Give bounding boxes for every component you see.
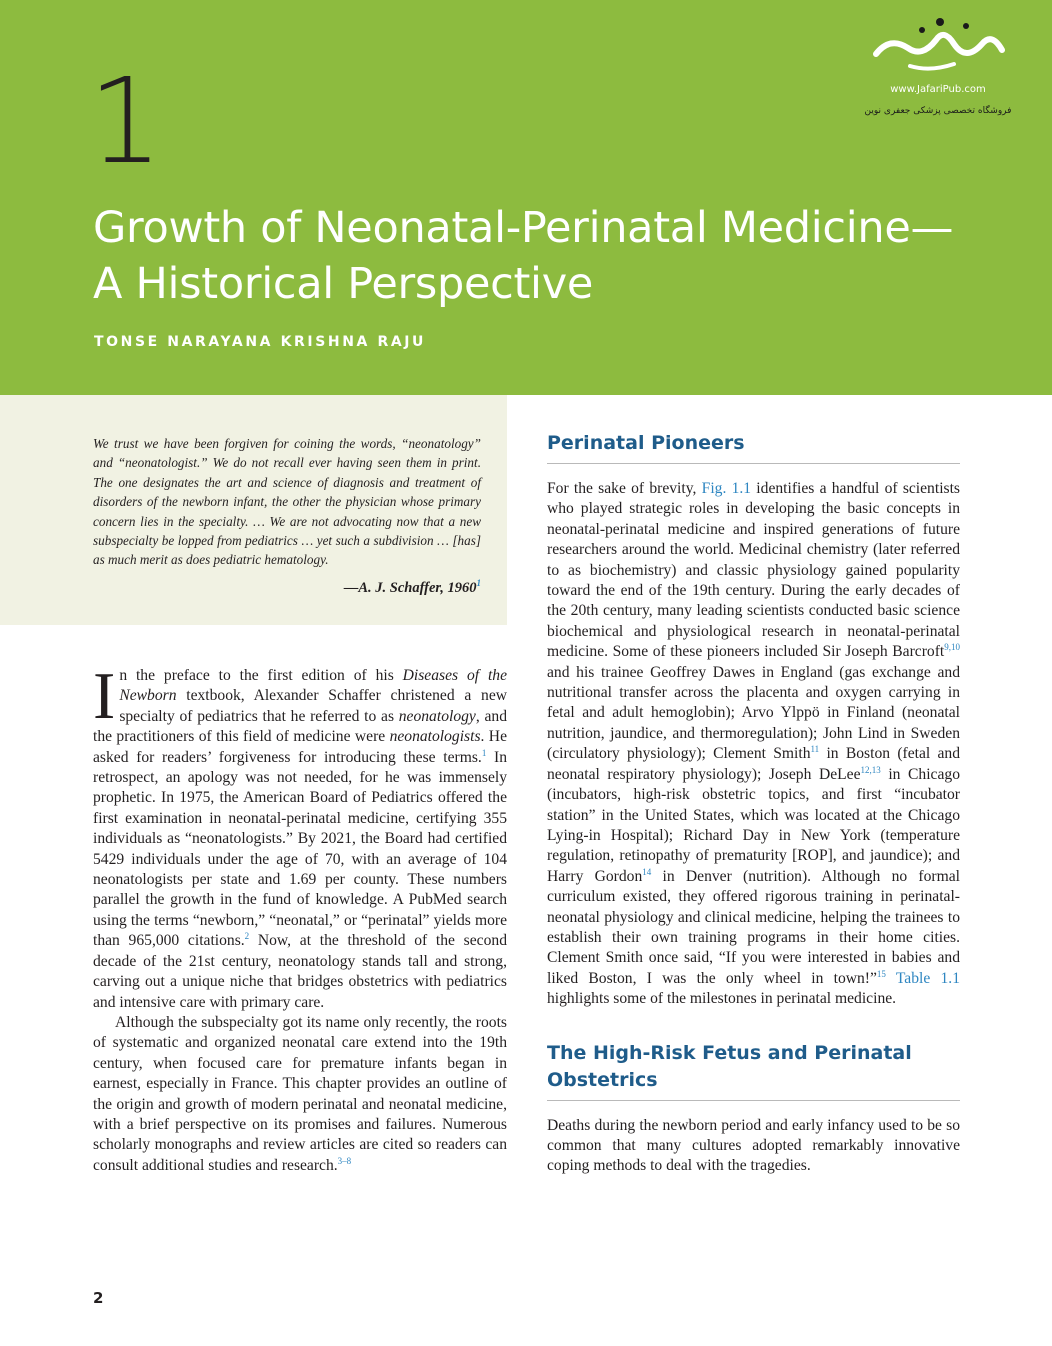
text-run: in Chicago (incubators, high-risk obstetric topics, and first “incubator station” in the United States, which was located at the Chicago Lying-in Hospital); Richard Day in New York (temperature regulation, retinopathy of prematurity [ROP], and jaundice); and Harry Gordon: [547, 765, 960, 885]
table-link[interactable]: Table 1.1: [895, 969, 960, 987]
section-paragraph: Deaths during the newborn period and early infancy used to be so common that many cultures adopted remarkably innovative coping methods to deal with the tragedies.: [547, 1116, 960, 1175]
drop-cap: I: [93, 659, 116, 733]
figure-link[interactable]: Fig. 1.1: [701, 480, 752, 497]
text-run: In retrospect, an apology was not needed, for he was immensely prophetic. In 1975, the American Board of Pediatrics offered the first examination in neonatal-perinatal medicine, certifying 355 individuals as “neonatologists.” By 2021, the Board had certified 5429 individuals under the age of 70, with an average of 104 neonatologists per state and 1.69 per county. These numbers parallel the growth in the fund of knowledge. A PubMed search using the terms “newborn,” “neonatal,” or “perinatal” yields more than 965,000 citations.: [93, 748, 507, 950]
epigraph-ref-link[interactable]: 1: [476, 578, 481, 589]
ref-link[interactable]: 14: [642, 866, 652, 877]
right-column: [547, 430, 960, 1177]
text-run: , and the practitioners of this field of medicine were: [93, 707, 507, 746]
ref-link[interactable]: 9,10: [944, 642, 960, 653]
text-run: highlights some of the milestones in perinatal medicine.: [547, 990, 897, 1008]
section-heading-high-risk-fetus: The High-Risk Fetus and Perinatal Obstetrics: [547, 1040, 960, 1101]
chapter-number: 1: [88, 52, 164, 190]
section-paragraph: [547, 479, 960, 1010]
chapter-author: TONSE NARAYANA KRISHNA RAJU: [94, 334, 427, 350]
book-title: Diseases of the Newborn: [119, 667, 507, 705]
chapter-title: Growth of Neonatal-Perinatal Medicine—A Historical Perspective: [93, 203, 954, 309]
ref-link[interactable]: 2: [244, 931, 250, 942]
ref-link[interactable]: 3–8: [337, 1155, 352, 1166]
second-paragraph: [93, 1013, 507, 1176]
chapter-header-band: [0, 0, 1052, 395]
epigraph-attribution: [93, 580, 481, 597]
intro-paragraph: [93, 659, 507, 1013]
text-run: . He asked for readers’ forgiveness for introducing these terms.: [93, 728, 507, 766]
text-run: in Denver (nutrition). Although no formal curriculum existed, they offered rigorous training in perinatal-neonatal physiology and clinical medicine, helping the trainees to establish their own training programs in their home cities. Clement Smith once said, “If you were interested in babies and liked Boston, I was the only wheel in town!”: [547, 867, 960, 987]
ref-link[interactable]: 11: [810, 744, 820, 755]
text-run: and his trainee Geoffrey Dawes in England (gas exchange and nutritional transfer across the placenta and oxygen carrying in fetal and adult hemoglobin); Arvo Ylppö in Finland (neonatal nutrition, jaundice, and thermoregulation); John Lind in Sweden (circulatory physiology); Clement Smith: [547, 663, 960, 763]
text-run: n the preface to the first edition of his: [119, 667, 403, 684]
text-run: identifies a handful of scientists who played strategic roles in developing the basic concepts in neonatal-perinatal medicine and inspired generations of future researchers around the world. Medicinal chemistry (later referred to as biochemistry) and classic physiology gained popularity toward the end of the 19th century. During the early decades of the 20th century, many leading scientists conducted basic science biochemical and physiological research in neonatal-perinatal medicine. Some of these pioneers included Sir Joseph Barcroft: [547, 480, 960, 661]
publisher-url[interactable]: www.JafariPub.com: [890, 84, 986, 95]
publisher-logo[interactable]: [858, 14, 1028, 126]
term-neonatologists: neonatologists: [389, 728, 481, 746]
ref-link[interactable]: 15: [876, 968, 886, 979]
text-run: textbook, Alexander Schaffer christened a new specialty of pediatrics that he referred to as: [119, 687, 507, 725]
ref-link[interactable]: 1: [481, 747, 487, 758]
page-number: 2: [93, 1289, 104, 1307]
epigraph-author: —A. J. Schaffer, 1960: [343, 580, 477, 596]
text-run: For the sake of brevity,: [547, 480, 702, 497]
term-neonatology: neonatology: [398, 707, 476, 725]
ref-link[interactable]: 12,13: [860, 764, 881, 775]
publisher-logo-icon: [870, 14, 1006, 76]
left-column: [93, 659, 507, 1176]
text-run: Now, at the threshold of the second decade of the 21st century, neonatology stands tall and strong, carving out a unique niche that bridges obstetrics with pediatrics and intensive care with primary care.: [93, 932, 507, 1011]
publisher-tagline: فروشگاه تخصصی پزشکی جعفری نوین: [864, 106, 1012, 116]
text-run: Although the subspecialty got its name only recently, the roots of systematic and organized neonatal care extend into the 19th century, when focused care for premature infants began in earnest, especially in France. This chapter provides an outline of the origin and growth of modern perinatal and neonatal medicine, with a brief perspective on its promises and failures. Numerous scholarly monographs and review articles are cited so readers can consult additional studies and research.: [93, 1013, 507, 1174]
section-heading-perinatal-pioneers: Perinatal Pioneers: [547, 430, 960, 464]
epigraph-text: We trust we have been forgiven for coining the words, “neonatology” and “neonatologist.” We do not recall ever having seen them in print. The one designates the art and science of diagnosis and treatment of disorders of the newborn infant, the other the physician whose primary concern lies in the specialty. … We are not advocating now that a new subspecialty be lopped from pediatrics … yet such a subdivision … [has] as much merit as does pediatric hematology.: [93, 436, 481, 568]
text-run: in Boston (fetal and neonatal respiratory physiology); Joseph DeLee: [547, 745, 960, 783]
